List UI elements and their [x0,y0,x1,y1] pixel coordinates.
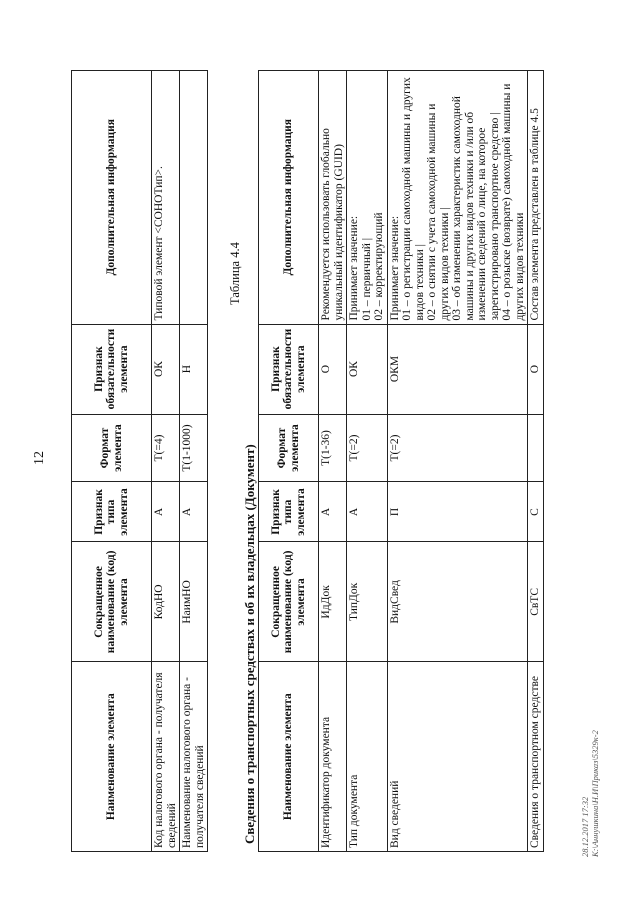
cell-required: О [319,324,347,414]
info-line: Принимает значение: [348,215,360,321]
cell-required: Н [180,324,208,414]
cell-info [528,71,544,325]
info-line: Состав элемента представлен в таблице 4.5 [529,108,541,321]
cell-code: ТипДок [347,542,388,662]
table-row [528,71,544,852]
col-header-type: Признак типа элемента [259,482,319,542]
info-line: Рекомендуется использовать глобально уникальный идентификатор (GUID) [320,128,345,321]
cell-format: T(1-36) [319,414,347,482]
cell-format: T(=2) [347,414,388,482]
col-header-info: Дополнительная информация [72,71,152,325]
cell-code: КодНО [152,542,180,662]
cell-required: ОК [347,324,388,414]
cell-type: С [528,482,544,542]
cell-code: ИдДок [319,542,347,662]
info-line: 02 – о снятии с учета самоходной машины и других видов техники | [426,103,451,321]
cell-required: ОК [152,324,180,414]
cell-name: Наименование налогового органа - получателя сведений [180,662,208,852]
col-header-required: Признак обязательности элемента [259,324,319,414]
page-number: 12 [32,451,47,465]
col-header-required: Признак обязательности элемента [72,324,152,414]
col-header-info: Дополнительная информация [259,71,319,325]
table-caption: Таблица 4.4 [228,242,242,305]
table-vehicle-document [258,70,544,852]
info-line: 04 – о розыске (возврате) самоходной машины и других видов техники [501,83,526,321]
table-row [152,71,180,852]
cell-name: Вид сведений [387,662,528,852]
cell-required: ОКМ [387,324,528,414]
col-header-name: Наименование элемента [259,662,319,852]
cell-required: О [528,324,544,414]
col-header-name: Наименование элемента [72,662,152,852]
cell-format: T(1-1000) [180,414,208,482]
col-header-format: Формат элемента [259,414,319,482]
info-line: 01 – о регистрации самоходной машины и других видов техники | [401,77,426,321]
table-row [180,71,208,852]
col-header-code: Сокращенное наименование (код) элемента [72,542,152,662]
cell-info [180,71,208,325]
table-tax-authority [71,70,208,852]
table-body [319,71,544,852]
col-header-type: Признак типа элемента [72,482,152,542]
cell-type: А [180,482,208,542]
cell-info [347,71,388,325]
cell-code: ВидСвед [387,542,528,662]
cell-code: НаимНО [180,542,208,662]
info-line: 02 – корректирующий [373,212,385,321]
cell-info [387,71,528,325]
cell-name: Идентификатор документа [319,662,347,852]
footer-path: К:\Аннушкина\Н.И\Приказ\5329к-2 [590,730,600,857]
footer-stamp [580,730,600,857]
cell-type: А [319,482,347,542]
info-line: Принимает значение: [388,215,401,321]
table-row [347,71,388,852]
cell-name: Код налогового органа - получателя сведений [152,662,180,852]
cell-info: Типовой элемент <СОНОТип>. [152,71,180,325]
cell-name: Тип документа [347,662,388,852]
cell-type: А [152,482,180,542]
cell-format: T(=2) [387,414,528,482]
cell-info [319,71,347,325]
table-title: Сведения о транспортных средствах и об их владельцах (Документ) [242,444,257,844]
cell-type: А [347,482,388,542]
footer-date: 28.12.2017 17:32 [580,796,590,857]
info-line: 03 – об изменении характеристик самоходной машины и других видов техники и /или об изменении сведений о лице, на которое зарегистрировано транспортное средство | [451,96,501,321]
cell-code: СвТС [528,542,544,662]
cell-format: T(=4) [152,414,180,482]
col-header-format: Формат элемента [72,414,152,482]
table-row [319,71,347,852]
info-line: 01 – первичный | [360,237,373,321]
cell-name: Сведения о транспортном средстве [528,662,544,852]
table-row [387,71,528,852]
cell-format [528,414,544,482]
cell-type: П [387,482,528,542]
col-header-code: Сокращенное наименование (код) элемента [259,542,319,662]
